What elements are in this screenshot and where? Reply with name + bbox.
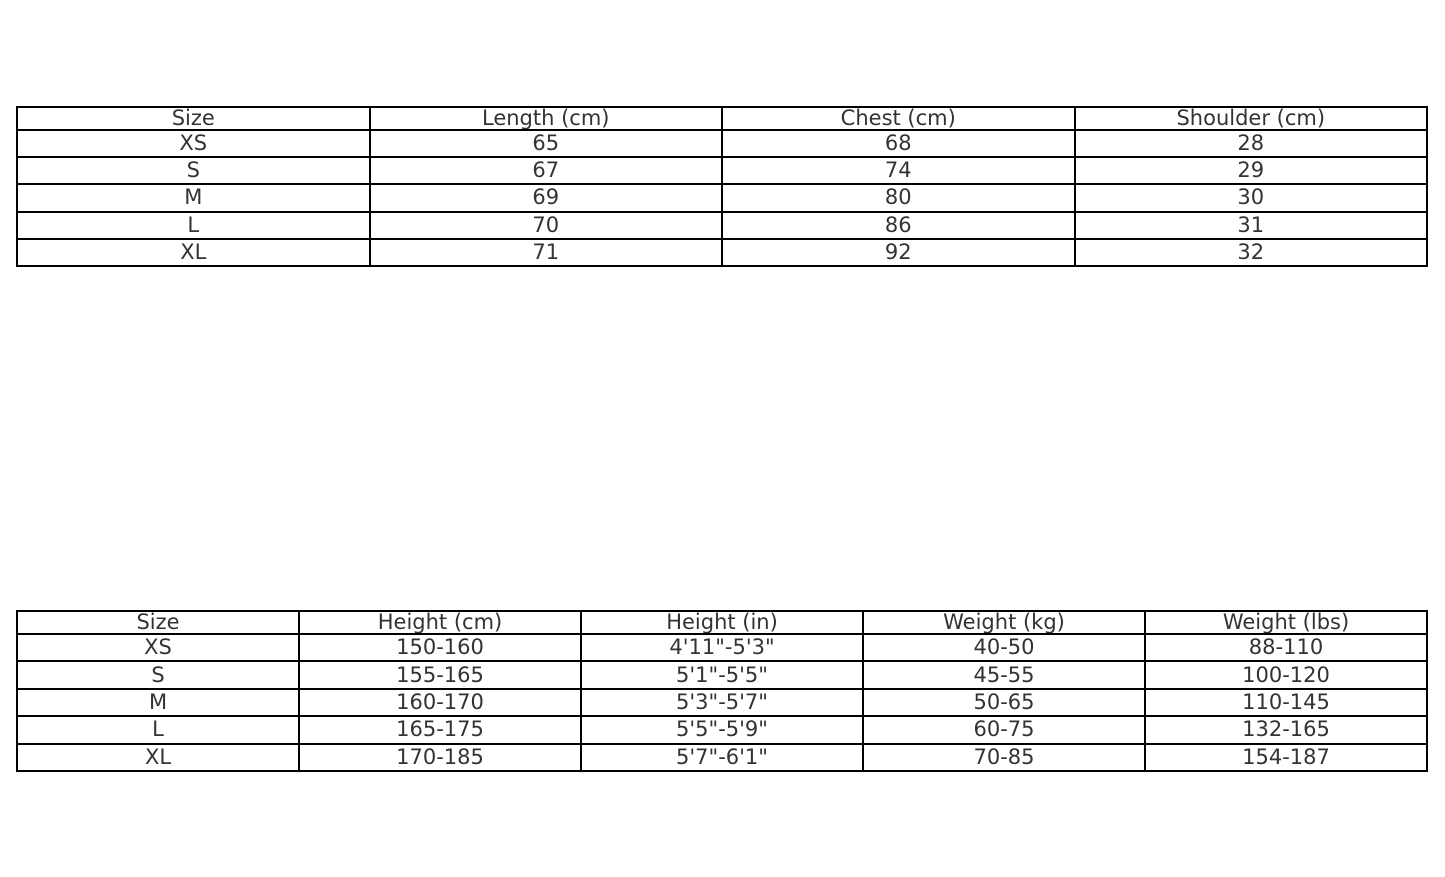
table-cell: 60-75 xyxy=(863,716,1145,743)
col-header-size: Size xyxy=(17,611,299,634)
table-cell: 5'1"-5'5" xyxy=(581,661,863,688)
table-row xyxy=(17,239,1427,266)
table-cell: 70 xyxy=(370,212,723,239)
table-cell: M xyxy=(17,184,370,211)
table-cell: 74 xyxy=(722,157,1075,184)
table-cell: 31 xyxy=(1075,212,1428,239)
table-cell: 86 xyxy=(722,212,1075,239)
table-cell: 29 xyxy=(1075,157,1428,184)
table-row xyxy=(17,634,1427,661)
col-header-weight-kg: Weight (kg) xyxy=(863,611,1145,634)
table-cell: 150-160 xyxy=(299,634,581,661)
table-row xyxy=(17,130,1427,157)
table-cell: 45-55 xyxy=(863,661,1145,688)
table-cell: 50-65 xyxy=(863,689,1145,716)
table-cell: 132-165 xyxy=(1145,716,1427,743)
table-cell: 165-175 xyxy=(299,716,581,743)
table-cell: 70-85 xyxy=(863,744,1145,771)
table-cell: XS xyxy=(17,634,299,661)
table-cell: 92 xyxy=(722,239,1075,266)
garment-measurements-table xyxy=(16,106,1428,267)
table-cell: 71 xyxy=(370,239,723,266)
table-cell: 30 xyxy=(1075,184,1428,211)
header-row xyxy=(17,611,1427,634)
table-row xyxy=(17,157,1427,184)
table-cell: 32 xyxy=(1075,239,1428,266)
table-cell: 160-170 xyxy=(299,689,581,716)
table-cell: XL xyxy=(17,239,370,266)
table-cell: 170-185 xyxy=(299,744,581,771)
table-row xyxy=(17,744,1427,771)
table-cell: 154-187 xyxy=(1145,744,1427,771)
table-row xyxy=(17,184,1427,211)
table-cell: 155-165 xyxy=(299,661,581,688)
table-cell: 65 xyxy=(370,130,723,157)
col-header-height-in: Height (in) xyxy=(581,611,863,634)
table-cell: 100-120 xyxy=(1145,661,1427,688)
table-cell: XL xyxy=(17,744,299,771)
table-cell: 28 xyxy=(1075,130,1428,157)
table-row xyxy=(17,661,1427,688)
col-header-length: Length (cm) xyxy=(370,107,723,130)
table-cell: 5'3"-5'7" xyxy=(581,689,863,716)
col-header-weight-lbs: Weight (lbs) xyxy=(1145,611,1427,634)
table-cell: 80 xyxy=(722,184,1075,211)
table-cell: 5'5"-5'9" xyxy=(581,716,863,743)
table-row xyxy=(17,689,1427,716)
table-cell: L xyxy=(17,716,299,743)
table-cell: 110-145 xyxy=(1145,689,1427,716)
table-cell: XS xyxy=(17,130,370,157)
table-row xyxy=(17,212,1427,239)
table-cell: S xyxy=(17,157,370,184)
table-row xyxy=(17,716,1427,743)
table-cell: S xyxy=(17,661,299,688)
col-header-height-cm: Height (cm) xyxy=(299,611,581,634)
table-cell: 40-50 xyxy=(863,634,1145,661)
table-cell: 68 xyxy=(722,130,1075,157)
table-cell: L xyxy=(17,212,370,239)
header-row xyxy=(17,107,1427,130)
col-header-shoulder: Shoulder (cm) xyxy=(1075,107,1428,130)
table-cell: 4'11"-5'3" xyxy=(581,634,863,661)
table-cell: 88-110 xyxy=(1145,634,1427,661)
body-size-reference-table xyxy=(16,610,1428,772)
table-cell: 69 xyxy=(370,184,723,211)
table-cell: M xyxy=(17,689,299,716)
table-cell: 67 xyxy=(370,157,723,184)
table-cell: 5'7"-6'1" xyxy=(581,744,863,771)
col-header-chest: Chest (cm) xyxy=(722,107,1075,130)
col-header-size: Size xyxy=(17,107,370,130)
